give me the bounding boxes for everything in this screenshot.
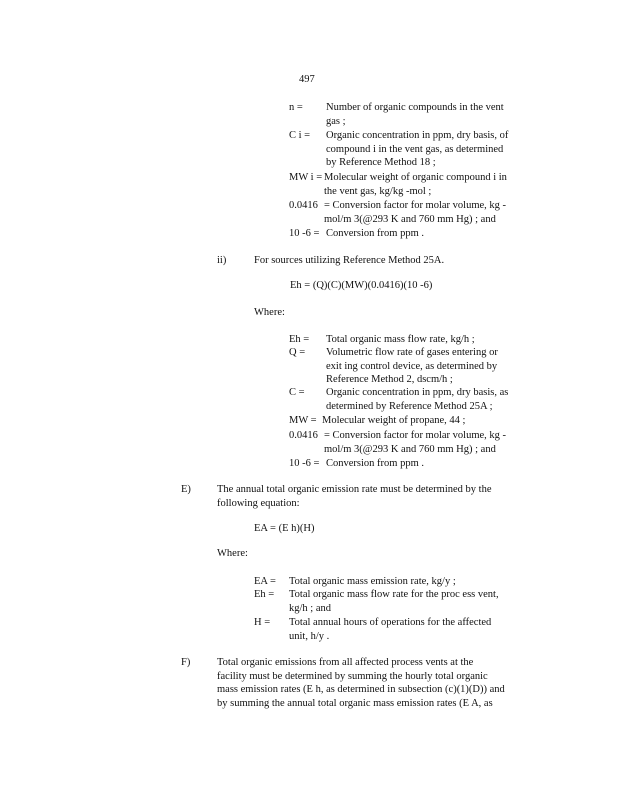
def-term-conversion-factor-2: 0.0416 — [289, 430, 318, 441]
def-term-q: Q = — [289, 347, 306, 358]
def-desc-ci: Organic concentration in ppm, dry basis, of compound i in the vent gas, as determined by Reference Method 18 ; — [326, 130, 509, 168]
def-term-mw: MW = — [289, 415, 317, 426]
def-term-h: H = — [254, 617, 271, 628]
def-desc-conversion-factor: = Conversion factor for molar volume, kg - mol/m 3(@293 K and 760 mm Hg) ; and — [324, 200, 507, 225]
def-term-eh-2: Eh = — [254, 589, 275, 600]
def-term-mwi: MW i = — [289, 172, 323, 183]
item-ii-text: For sources utilizing Reference Method 25A. — [254, 255, 445, 266]
where-label: Where: — [254, 307, 285, 318]
equation-eh: Eh = (Q)(C)(MW)(0.0416)(10 -6) — [290, 280, 433, 291]
def-desc-q: Volumetric flow rate of gases entering or exit ing control device, as determined by Reference Method 2, dscm/h ; — [326, 347, 498, 385]
def-term-conversion-factor: 0.0416 — [289, 200, 318, 211]
item-e-marker: E) — [181, 484, 191, 495]
page-number: 497 — [299, 74, 315, 85]
def-desc-ea: Total organic mass emission rate, kg/y ; — [289, 576, 456, 587]
item-e-text: The annual total organic emission rate must be determined by the following equation: — [217, 484, 492, 509]
def-desc-conversion-factor-2: = Conversion factor for molar volume, kg - mol/m 3(@293 K and 760 mm Hg) ; and — [324, 430, 507, 455]
def-desc-ppm: Conversion from ppm . — [326, 228, 424, 239]
def-term-ppm: 10 -6 = — [289, 228, 320, 239]
def-desc-c: Organic concentration in ppm, dry basis, as determined by Reference Method 25A ; — [326, 387, 509, 412]
def-term-ci: C i = — [289, 130, 311, 141]
equation-ea: EA = (E h)(H) — [254, 523, 315, 534]
def-desc-eh-2: Total organic mass flow rate for the proc ess vent, kg/h ; and — [289, 589, 499, 614]
item-f-marker: F) — [181, 657, 191, 668]
def-term-n: n = — [289, 102, 303, 113]
item-f-text: Total organic emissions from all affected process vents at the facility must be determined by summing the hourly total organic mass emission rates (E h, as determined in subsection (c)(1)(D)) and by summing the annual total organic mass emission rates (E A, as — [217, 657, 505, 709]
def-term-ppm-2: 10 -6 = — [289, 458, 320, 469]
def-desc-ppm-2: Conversion from ppm . — [326, 458, 424, 469]
def-desc-eh: Total organic mass flow rate, kg/h ; — [326, 334, 475, 345]
def-term-c: C = — [289, 387, 305, 398]
def-desc-mwi: Molecular weight of organic compound i in the vent gas, kg/kg -mol ; — [324, 172, 507, 197]
def-desc-mw: Molecular weight of propane, 44 ; — [322, 415, 466, 426]
where-label-2: Where: — [217, 548, 248, 559]
def-term-ea: EA = — [254, 576, 276, 587]
def-desc-h: Total annual hours of operations for the affected unit, h/y . — [289, 617, 492, 642]
def-term-eh: Eh = — [289, 334, 310, 345]
def-desc-n: Number of organic compounds in the vent gas ; — [326, 102, 504, 127]
item-ii-marker: ii) — [217, 255, 227, 266]
